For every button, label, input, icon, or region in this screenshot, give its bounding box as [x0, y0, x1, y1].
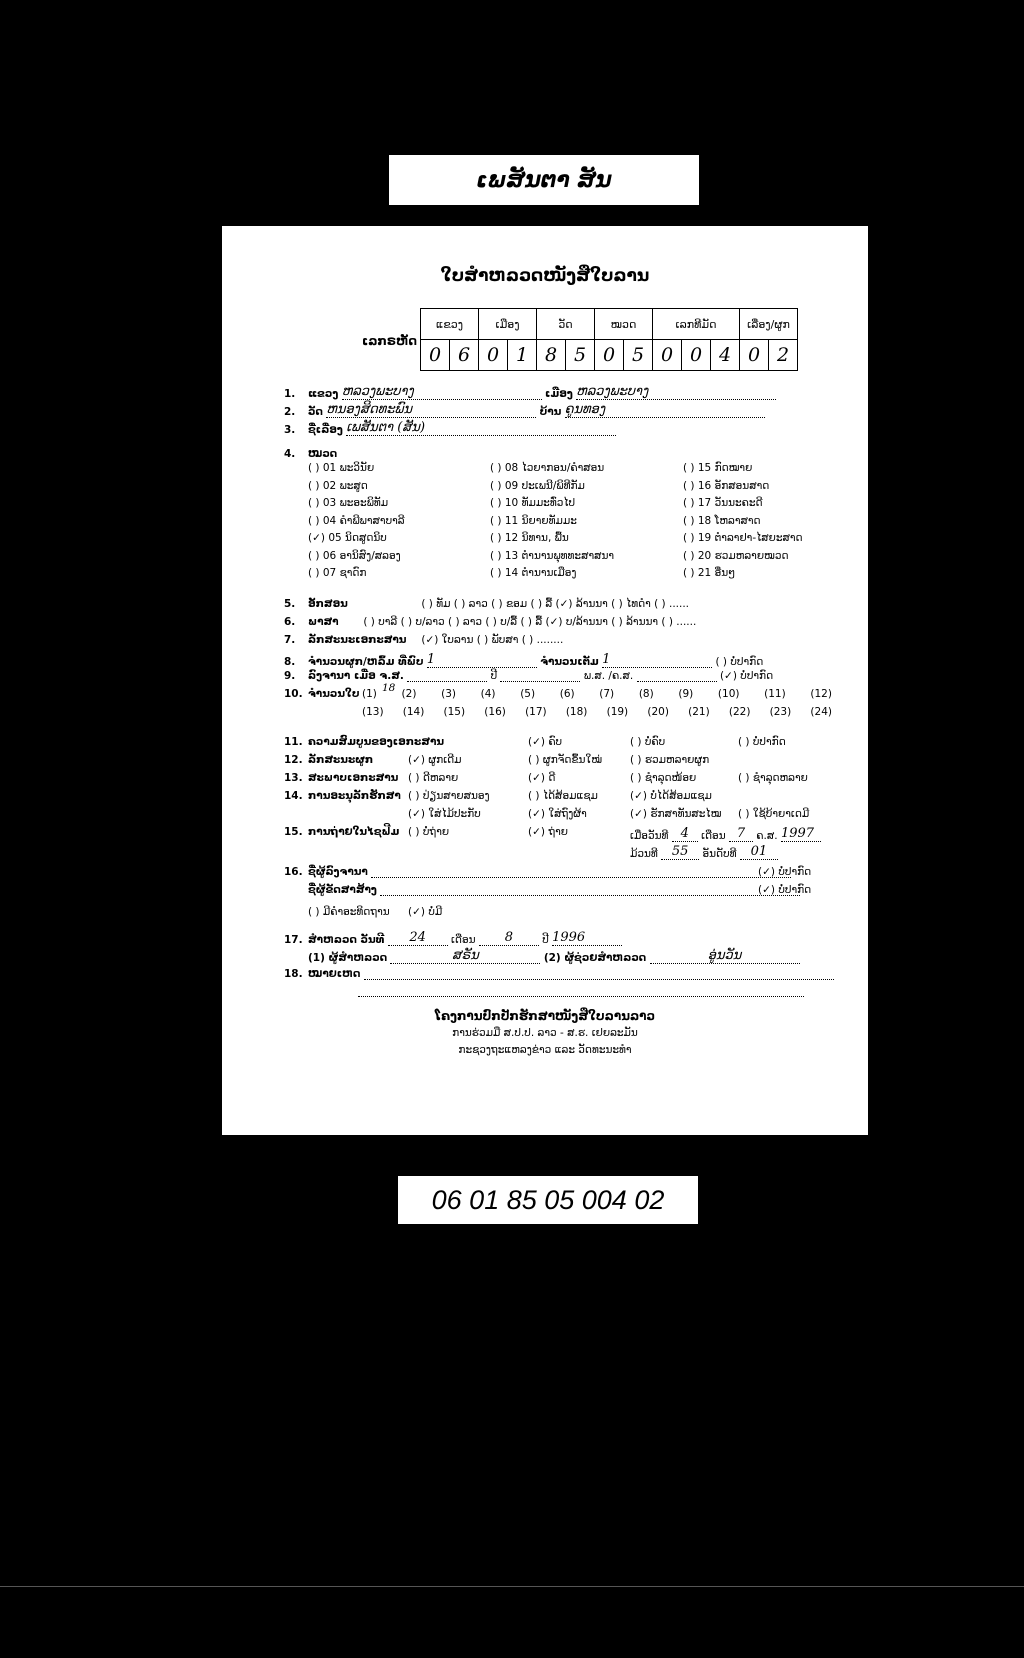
microfilm-filmed-option[interactable]: (✓) ຖ່າຍ	[528, 826, 568, 838]
category-option[interactable]: (✓) 05 ນິດສູດນິບ	[308, 532, 387, 544]
district-value: ຫລວງພະບາງ	[576, 384, 776, 400]
row-number: 5.	[284, 598, 296, 610]
microfilm-day: 4	[672, 826, 698, 842]
microfilm-month: 7	[729, 826, 753, 842]
leaf-numbers-row-2	[362, 706, 832, 718]
category-column-3	[683, 462, 803, 585]
category-column-2	[490, 462, 614, 585]
row-document-type	[284, 634, 563, 646]
category-option[interactable]: ( ) 14 ຕຳນານເມືອງ	[490, 567, 577, 579]
inscription-year-label: ປີ	[490, 670, 498, 682]
row-script	[284, 598, 689, 610]
leaf-number: (13)	[362, 706, 384, 718]
code-header: ເລື່ອງ/ຜູກ	[740, 309, 798, 340]
village-label: ບ້ານ	[539, 406, 562, 418]
province-label: ແຂວງ	[308, 388, 339, 400]
row-temple	[284, 402, 765, 418]
inscription-be-value	[637, 681, 717, 682]
inscription-be-label: ພ.ສ. /ຄ.ສ.	[583, 670, 634, 682]
fascicle-unknown-option[interactable]: ( ) ບໍ່ປາກົດ	[715, 656, 764, 668]
language-options[interactable]: ( ) ບາລີ ( ) ບ/ລາວ ( ) ລາວ ( ) ບ/ລື້ ( ) ລື້ (✓) ບ/ລ້ານນາ ( ) ລ້ານນາ ( ) ......	[363, 616, 697, 628]
row-number: 12.	[284, 754, 303, 766]
row-title	[284, 420, 616, 436]
microfilm-year-label: ຄ.ສ.	[756, 830, 778, 842]
microfilm-month-label: ເດືອນ	[701, 830, 726, 842]
microfilm-label: ການຖ່າຍໃນໄຊຟີມ	[308, 826, 400, 838]
code-digit: 0	[682, 340, 711, 371]
microfilm-not-filmed-option[interactable]: ( ) ບໍ່ຖ່າຍ	[408, 826, 450, 838]
row-number: 18.	[284, 968, 303, 980]
microfilm-year: 1997	[781, 826, 821, 842]
survey-year: 1996	[552, 930, 622, 946]
row-number: 14.	[284, 790, 303, 802]
condition-good-option[interactable]: (✓) ດີ	[528, 772, 556, 784]
inscription-unknown-option[interactable]: (✓) ບໍ່ປາກົດ	[719, 670, 774, 682]
microfilm-date	[630, 826, 821, 842]
code-label: ເລກຣຫັດ	[362, 334, 417, 348]
category-option[interactable]: ( ) 01 ພະວິນັຍ	[308, 462, 375, 474]
top-title-text: ເພສັນຕາ ສັນ	[476, 167, 612, 193]
category-option[interactable]: ( ) 16 ອັກສອນສາດ	[683, 479, 770, 492]
leaf-number: (20)	[647, 706, 669, 718]
document-type-label: ລັກສະນະເອກະສານ	[308, 634, 407, 646]
category-option[interactable]: ( ) 04 ຄຳພີພາສາບາລີ	[308, 514, 405, 527]
conservation-option[interactable]: ( ) ໄດ້ສ້ອມແຊມ	[528, 790, 598, 802]
category-option[interactable]: ( ) 17 ວັນນະຄະດີ	[683, 497, 763, 509]
fascicle-total-label: ຈຳນວນເຕັມ	[540, 656, 599, 668]
row-number: 2.	[284, 406, 296, 418]
leaf-number: (9)	[678, 688, 694, 700]
row-scribe	[284, 884, 800, 896]
row-number: 6.	[284, 616, 296, 628]
leaf-number: (22)	[728, 706, 751, 718]
row-condition	[284, 772, 398, 784]
inscription-cs-value	[407, 681, 487, 682]
category-option[interactable]: ( ) 06 ອານິສົງ/ສລອງ	[308, 549, 401, 562]
leaf-number: (21)	[688, 706, 710, 718]
row-number: 17.	[284, 934, 303, 946]
footer-line: ກະຊວງຖະແຫລງຂ່າວ ແລະ ວັດທະນະທຳ	[458, 1044, 632, 1056]
leaf-number: (4)	[480, 688, 496, 700]
scribe-label: ຊື່ຜູ້ຂັດສາສ້າງ	[308, 884, 377, 896]
category-options	[308, 462, 828, 592]
conservation-option[interactable]: ( ) ປ່ຽນສາຍສນອງ	[408, 790, 490, 802]
survey-day: 24	[388, 930, 448, 946]
microfilm-frame-value: 01	[740, 844, 778, 860]
fascicle-found-value: 1	[427, 652, 537, 668]
row-number: 16.	[284, 866, 303, 878]
category-option[interactable]: ( ) 03 ພະອະພິທັມ	[308, 497, 389, 509]
row-number: 7.	[284, 634, 296, 646]
fascicle-original-option[interactable]: (✓) ຜູກເດີມ	[408, 754, 462, 766]
fascicle-nature-label: ລັກສະນະຜູກ	[308, 754, 374, 766]
language-label: ພາສາ	[308, 616, 339, 628]
leaf-number: (3)	[441, 688, 456, 700]
code-digit: 2	[769, 340, 798, 371]
remarks-dotted-line	[358, 984, 804, 997]
code-digit: 6	[450, 340, 479, 371]
row-number: 3.	[284, 424, 296, 436]
footer-line: ໂຄງການປົກປັກຮັກສາໜັງສືໃບລານລາວ	[434, 1009, 656, 1023]
row-conservation	[284, 790, 401, 802]
district-label: ເມືອງ	[545, 388, 573, 400]
leaf-number: (6)	[559, 688, 575, 700]
conservation-option[interactable]: (✓) ຮັກສາທັນສະໄໝ	[630, 808, 722, 820]
conservation-option[interactable]: ( ) ໃຊ້ບ້າຍາເດມີ	[738, 808, 810, 820]
row-remarks	[284, 968, 834, 980]
leaf-number: (19)	[606, 706, 629, 718]
remarks-line-2	[358, 984, 804, 997]
no-vow-option[interactable]: (✓) ບໍ່ມີ	[408, 906, 443, 918]
temple-value: ຫນອງສິດທະພົນ	[326, 402, 536, 418]
row-number: 10.	[284, 688, 303, 700]
leaf-number: (2)	[401, 688, 417, 700]
donor-unknown-option[interactable]: (✓) ບໍ່ປາກົດ	[758, 866, 812, 878]
inscription-label: ລົງຈານາ ເມື່ອ ຈ.ສ.	[308, 670, 404, 682]
fascicle-combined-option[interactable]: ( ) ຮວມຫລາຍຜູກ	[630, 754, 710, 766]
bottom-divider-line	[0, 1586, 1024, 1587]
bottom-code-text: 06 01 85 05 004 02	[431, 1184, 665, 1215]
leaf-number: (17)	[525, 706, 547, 718]
survey-year-label: ປີ	[542, 934, 549, 946]
completeness-incomplete-option[interactable]: ( ) ບໍ່ຄົບ	[630, 736, 666, 748]
row-number: 11.	[284, 736, 303, 748]
scribe-value	[380, 895, 800, 896]
temple-label: ວັດ	[308, 406, 323, 418]
category-label: ໝວດ	[308, 448, 338, 460]
code-digit: 8	[537, 340, 566, 371]
remarks-label: ໝາຍເຫດ	[308, 968, 361, 980]
survey-month: 8	[479, 930, 539, 946]
code-digit: 0	[479, 340, 508, 371]
code-table	[420, 308, 798, 371]
surveyor-label: (1) ຜູ້ສຳຫລວດ	[308, 952, 388, 964]
leaf-number: (14)	[402, 706, 425, 718]
condition-very-good-option[interactable]: ( ) ດີຫລາຍ	[408, 772, 459, 784]
category-option[interactable]: ( ) 21 ອື່ນໆ	[683, 567, 736, 579]
leaf-count-label: ຈຳນວນໃບ	[308, 688, 360, 700]
row-completeness	[284, 736, 444, 748]
leaf-count-handwritten: 18	[382, 682, 396, 694]
microfilm-roll	[630, 844, 778, 860]
row-number: 9.	[284, 670, 296, 682]
remarks-line	[364, 979, 834, 980]
leaf-number: (12)	[810, 688, 832, 700]
row-fascicle-count	[284, 652, 763, 668]
province-value: ຫລວງພະບາງ	[342, 384, 542, 400]
code-digit: 0	[740, 340, 769, 371]
category-option[interactable]: ( ) 13 ຕຳນານພຸທທະສາສນາ	[490, 549, 615, 562]
category-option[interactable]: ( ) 08 ໄວຍາກອນ/ຄຳສອນ	[490, 462, 605, 474]
category-option[interactable]: ( ) 10 ທັມມະທົ່ວໄປ	[490, 497, 576, 509]
condition-slightly-damaged-option[interactable]: ( ) ຊຳລຸດໜ້ອຍ	[630, 772, 697, 784]
vow-option[interactable]: ( ) ມີຄຳອະທິດຖານ	[308, 906, 390, 918]
category-option[interactable]: ( ) 19 ຕຳລາຢາ-ໄສຍະສາດ	[683, 532, 803, 544]
leaf-number: (15)	[443, 706, 466, 718]
script-label: ອັກສອນ	[308, 598, 348, 610]
code-header: ວັດ	[537, 309, 595, 340]
category-option[interactable]: ( ) 11 ນິຍາຍທັມມະ	[490, 514, 577, 527]
row-microfilm	[284, 826, 399, 838]
row-number: 4.	[284, 448, 296, 460]
top-title-label	[389, 155, 699, 205]
leaf-numbers-row-1	[362, 688, 832, 700]
leaf-number: (24)	[810, 706, 832, 718]
code-digit: 0	[421, 340, 450, 371]
survey-form-sheet	[222, 226, 868, 1135]
category-option[interactable]: ( ) 20 ຮວມຫລາຍໝວດ	[683, 549, 789, 562]
microfilm-date-label: ເມື່ອວັນທີ	[630, 830, 669, 842]
completeness-unknown-option[interactable]: ( ) ບໍ່ປາກົດ	[738, 736, 786, 748]
conservation-option[interactable]: (✓) ໃສ່ໄມ້ປະກັບ	[408, 808, 481, 820]
condition-label: ສະພາບເອກະສານ	[308, 772, 399, 784]
leaf-number: (10)	[717, 688, 740, 700]
leaf-number: (16)	[484, 706, 506, 718]
code-header: ເລກທີມັດ	[653, 309, 740, 340]
row-category	[284, 448, 337, 460]
scribe-unknown-option[interactable]: (✓) ບໍ່ປາກົດ	[758, 884, 812, 896]
code-digit: 5	[566, 340, 595, 371]
row-inscription-date	[284, 670, 773, 682]
assistant-value: ອູ່ນວັນ	[650, 948, 800, 964]
form-footer	[222, 1008, 868, 1059]
category-option[interactable]: ( ) 09 ປະເພນີ/ພິທີກັມ	[490, 479, 585, 492]
survey-month-label: ເດືອນ	[450, 934, 476, 946]
code-digit: 0	[595, 340, 624, 371]
surveyor-value: ສຣັນ	[390, 948, 540, 964]
title-label: ຊື່ເລື່ອງ	[308, 424, 343, 436]
leaf-number: (8)	[638, 688, 654, 700]
leaf-number: (5)	[520, 688, 536, 700]
code-header: ເມືອງ	[479, 309, 537, 340]
row-number: 15.	[284, 826, 303, 838]
fascicle-total-value: 1	[602, 652, 712, 668]
code-digit: 4	[711, 340, 740, 371]
title-value: ເພສັນຕາ (ສັນ)	[346, 420, 616, 436]
microfilm-roll-value: 55	[661, 844, 699, 860]
form-title: ໃບສຳຫລວດໜັງສືໃບລານ	[440, 266, 650, 286]
row-leaf-count	[284, 688, 359, 700]
completeness-complete-option[interactable]: (✓) ຄົບ	[528, 736, 563, 748]
row-number: 13.	[284, 772, 303, 784]
row-fascicle-nature	[284, 754, 373, 766]
village-value: ຄູນທອງ	[565, 402, 765, 418]
leaf-number: (23)	[769, 706, 792, 718]
leaf-number: (18)	[565, 706, 588, 718]
code-digit: 5	[624, 340, 653, 371]
row-donor	[284, 866, 791, 878]
category-column-1	[308, 462, 405, 585]
microfilm-roll-label: ມ້ວນທີ	[630, 848, 658, 860]
microfilm-frame-label: ອັນດັບທີ	[702, 848, 737, 860]
survey-date-label: ສຳຫລວດ ວັນທີ	[308, 934, 385, 946]
row-language	[284, 616, 696, 628]
inscription-year-value	[500, 681, 580, 682]
row-number: 8.	[284, 656, 296, 668]
code-header: ໝວດ	[595, 309, 653, 340]
category-option[interactable]: ( ) 15 ກົດໝາຍ	[683, 462, 753, 474]
conservation-option[interactable]: (✓) ບໍ່ໄດ້ສ້ອມແຊມ	[630, 790, 712, 802]
row-number: 1.	[284, 388, 296, 400]
condition-heavily-damaged-option[interactable]: ( ) ຊຳລຸດຫລາຍ	[738, 772, 808, 784]
code-digit: 1	[508, 340, 537, 371]
category-option[interactable]: ( ) 18 ໂຫລາສາດ	[683, 514, 761, 527]
footer-line: ການຮ່ວມມື ສ.ປ.ປ. ລາວ - ສ.ຮ. ເຢຍລະມັນ	[452, 1027, 638, 1039]
fascicle-new-option[interactable]: ( ) ຜູກຈັດຂຶ້ນໃໝ່	[528, 754, 602, 766]
donor-label: ຊື່ຜູ້ລົງຈານາ	[308, 866, 368, 878]
fascicle-found-label: ຈຳນວນຜູກ/ຫລົ້ມ ທີ່ພົບ	[308, 656, 424, 668]
bottom-code-label	[398, 1176, 698, 1224]
code-header: ແຂວງ	[421, 309, 479, 340]
category-option[interactable]: ( ) 12 ນິທານ, ພື້ນ	[490, 532, 569, 544]
assistant-label: (2) ຜູ້ຊ່ວຍສຳຫລວດ	[543, 952, 647, 964]
conservation-label: ການອະນຸລັກຮັກສາ	[308, 790, 401, 802]
leaf-number: (11)	[764, 688, 786, 700]
donor-value	[371, 877, 791, 878]
leaf-number: (1)	[362, 688, 377, 700]
script-options[interactable]: ( ) ທັມ ( ) ລາວ ( ) ຂອມ ( ) ລື້ (✓) ລ້ານນາ ( ) ໄທດຳ ( ) ......	[421, 598, 690, 610]
category-option[interactable]: ( ) 07 ຊາດົກ	[308, 567, 367, 579]
code-digit: 0	[653, 340, 682, 371]
conservation-option[interactable]: (✓) ໃສ່ຖົງຜ້າ	[528, 808, 587, 820]
surveyor-row	[308, 948, 800, 964]
row-province	[284, 384, 776, 400]
row-survey-date	[284, 930, 622, 946]
category-option[interactable]: ( ) 02 ພະສູດ	[308, 479, 368, 492]
completeness-label: ຄວາມສົມບູນຂອງເອກະສານ	[308, 736, 445, 748]
document-type-options[interactable]: (✓) ໃບລານ ( ) ພັບສາ ( ) ........	[421, 634, 564, 646]
leaf-number: (7)	[599, 688, 615, 700]
